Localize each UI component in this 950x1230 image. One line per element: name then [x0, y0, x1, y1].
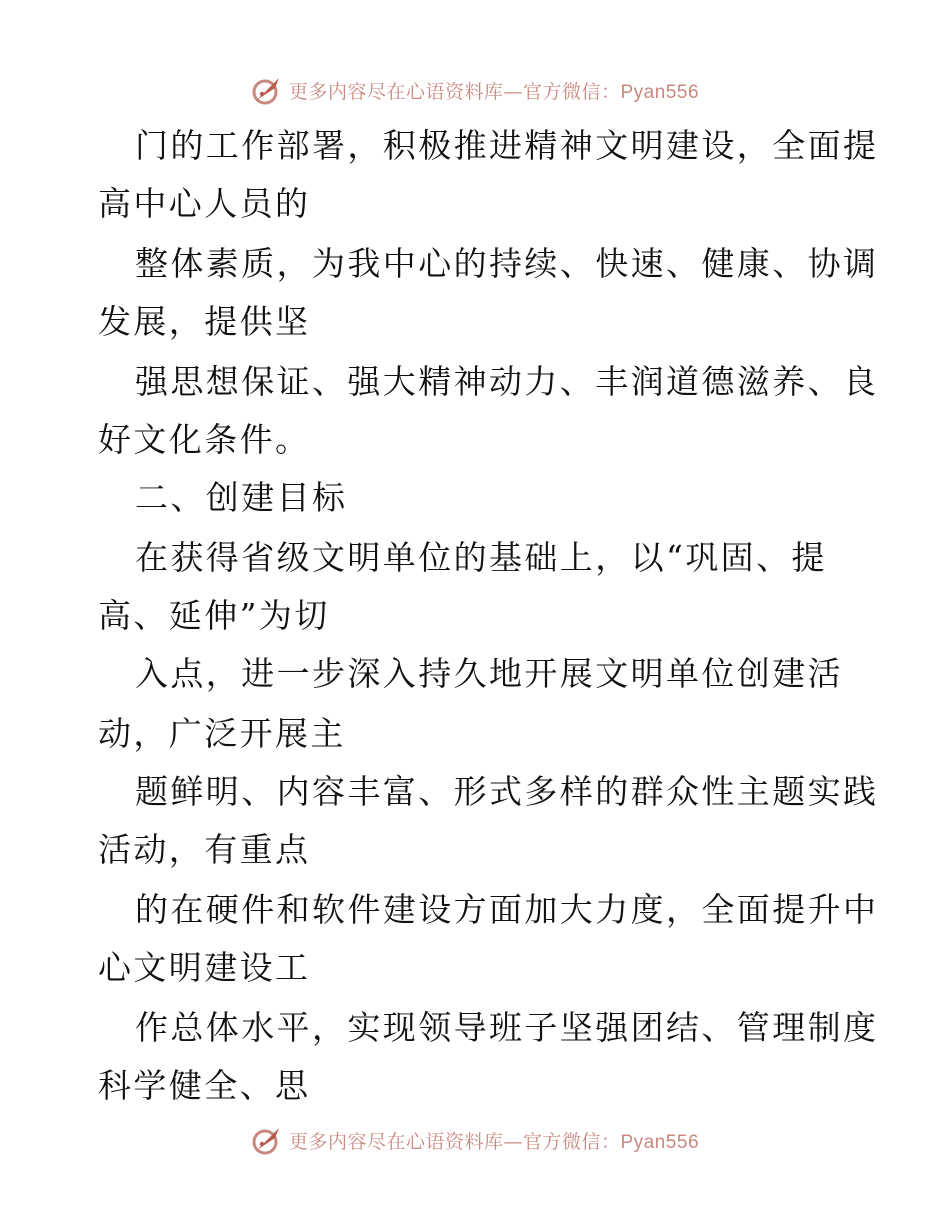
feather-seal-icon: [251, 74, 283, 106]
paragraph-line: 在获得省级文明单位的基础上，以“巩固、提: [135, 538, 827, 577]
paragraph-line: 心文明建设工: [98, 948, 311, 987]
paragraph-line: 门的工作部署，积极推进精神文明建设，全面提: [135, 126, 879, 165]
paragraph-line: 科学健全、思: [98, 1066, 311, 1105]
paragraph-line: 整体素质，为我中心的持续、快速、健康、协调: [135, 244, 879, 283]
feather-seal-icon: [251, 1124, 283, 1156]
section-heading: 二、创建目标: [135, 478, 348, 517]
paragraph-line: 活动，有重点: [98, 830, 311, 869]
paragraph-line: 动，广泛开展主: [98, 714, 346, 753]
footer-watermark: [0, 1120, 950, 1160]
watermark-text: 更多内容尽在心语资料库—官方微信：Pyan556: [288, 1130, 700, 1153]
header-watermark: [0, 70, 950, 110]
paragraph-line: 好文化条件。: [98, 420, 311, 459]
watermark-text: 更多内容尽在心语资料库—官方微信：Pyan556: [288, 80, 700, 103]
paragraph-line: 发展，提供坚: [98, 302, 311, 341]
paragraph-line: 的在硬件和软件建设方面加大力度，全面提升中: [135, 890, 879, 929]
paragraph-line: 高中心人员的: [98, 184, 311, 223]
paragraph-line: 高、延伸”为切: [98, 596, 330, 635]
paragraph-line: 强思想保证、强大精神动力、丰润道德滋养、良: [135, 362, 879, 401]
watermark-account: Pyan556: [620, 81, 700, 103]
paragraph-line: 作总体水平，实现领导班子坚强团结、管理制度: [135, 1008, 879, 1047]
paragraph-line: 入点，进一步深入持久地开展文明单位创建活: [135, 654, 843, 693]
paragraph-line: 题鲜明、内容丰富、形式多样的群众性主题实践: [135, 772, 879, 811]
watermark-account: Pyan556: [620, 1131, 700, 1153]
